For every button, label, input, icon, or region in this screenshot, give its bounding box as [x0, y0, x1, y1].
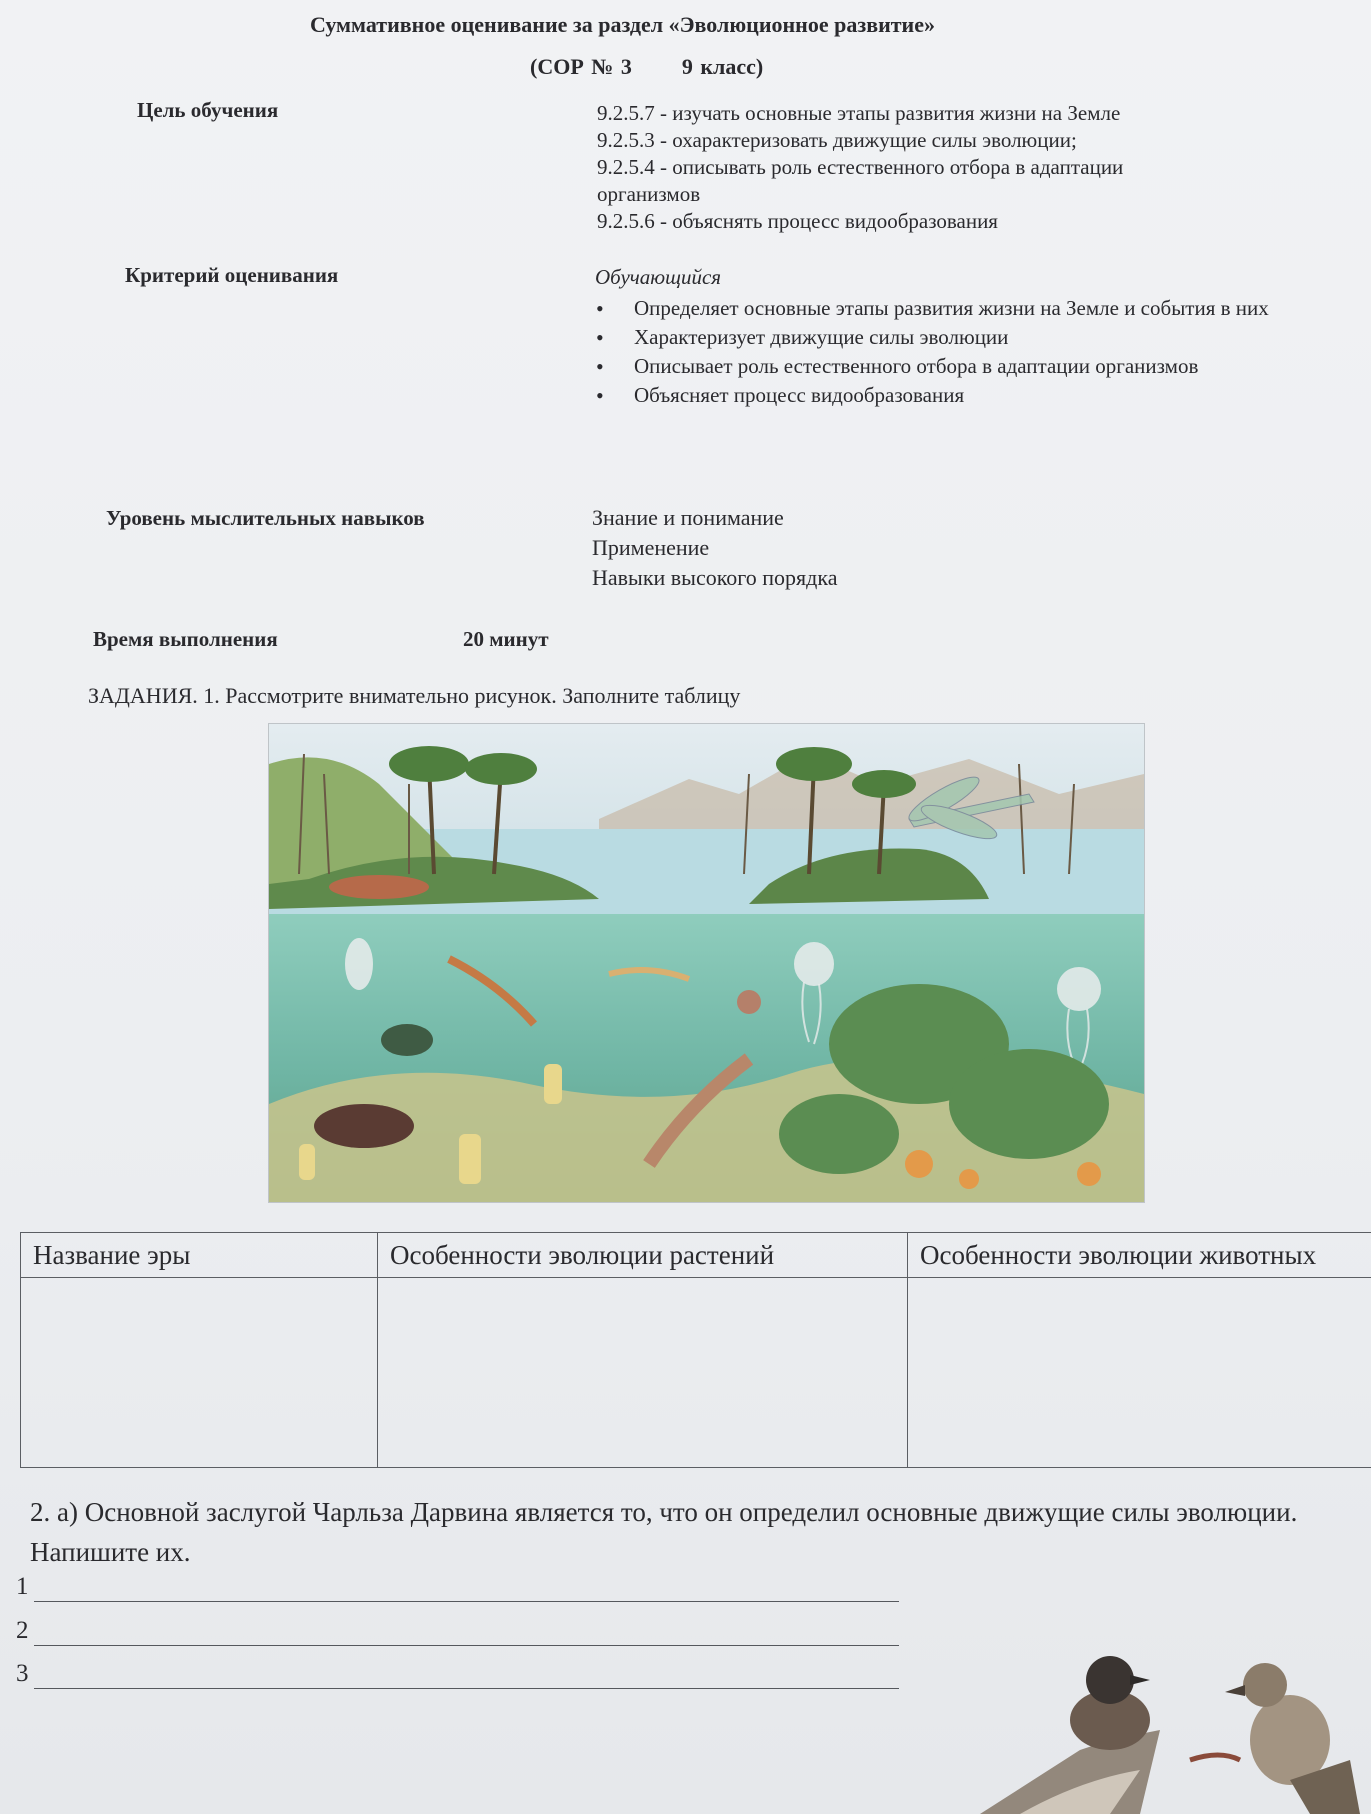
- grade-label: 9 класс): [681, 54, 764, 79]
- answer-line-number: 1: [16, 1573, 29, 1600]
- skills-label: Уровень мыслительных навыков: [106, 506, 425, 530]
- skill-item: Навыки высокого порядка: [592, 565, 838, 590]
- goal-item: 9.2.5.7 - изучать основные этапы развития жизни на Земле: [597, 101, 1121, 125]
- task1-text: ЗАДАНИЯ. 1. Рассмотрите внимательно рисунок. Заполните таблицу: [88, 683, 741, 708]
- col-era-name: Название эры: [21, 1233, 378, 1278]
- time-label: Время выполнения: [93, 627, 278, 651]
- criteria-item: • Объясняет процесс видообразования: [594, 381, 1284, 410]
- skills-list: [592, 503, 837, 593]
- task2-text: 2. а) Основной заслугой Чарльза Дарвина является то, что он определил основные движущие силы эволюции. Напишите их.: [30, 1497, 1298, 1567]
- table-header-row: [21, 1233, 1371, 1278]
- goals-label: Цель обучения: [137, 98, 279, 122]
- answer-line-3[interactable]: [16, 1660, 29, 1688]
- criteria-label: Критерий оценивания: [125, 263, 339, 287]
- table-row: [21, 1278, 1371, 1468]
- plants-cell[interactable]: [378, 1278, 908, 1468]
- col-plants: Особенности эволюции растений: [378, 1233, 908, 1278]
- sparrows-illustration: [960, 1630, 1371, 1814]
- skill-item: Знание и понимание: [592, 505, 784, 530]
- criteria-intro: Обучающийся: [595, 265, 722, 289]
- answer-line-2[interactable]: [16, 1617, 29, 1645]
- skill-item: Применение: [592, 535, 710, 560]
- document-subtitle: [530, 54, 763, 80]
- time-value: 20 минут: [463, 627, 549, 651]
- era-table: [20, 1232, 1371, 1468]
- document-title: Суммативное оценивание за раздел «Эволюционное развитие»: [309, 12, 935, 37]
- goal-item: 9.2.5.3 - охарактеризовать движущие силы эволюции;: [597, 128, 1077, 152]
- sor-number: (СОР № 3: [530, 54, 632, 79]
- goals-list: [597, 100, 1123, 235]
- answer-line-number: 2: [16, 1617, 29, 1644]
- criteria-item: • Описывает роль естественного отбора в адаптации организмов: [594, 352, 1284, 381]
- criteria-list: [594, 294, 1284, 410]
- paleozoic-scene-illustration: [268, 723, 1145, 1203]
- goal-item: организмов: [597, 182, 701, 206]
- criteria-item: • Характеризует движущие силы эволюции: [594, 323, 1284, 352]
- animals-cell[interactable]: [908, 1278, 1371, 1468]
- goal-item: 9.2.5.6 - объяснять процесс видообразования: [597, 209, 998, 233]
- criteria-item: • Определяет основные этапы развития жизни на Земле и события в них: [594, 294, 1284, 323]
- col-animals: Особенности эволюции животных: [908, 1233, 1371, 1278]
- answer-line-number: 3: [16, 1660, 29, 1687]
- era-name-cell[interactable]: [21, 1278, 378, 1468]
- answer-line-1[interactable]: [16, 1573, 29, 1601]
- goal-item: 9.2.5.4 - описывать роль естественного отбора в адаптации: [597, 155, 1124, 179]
